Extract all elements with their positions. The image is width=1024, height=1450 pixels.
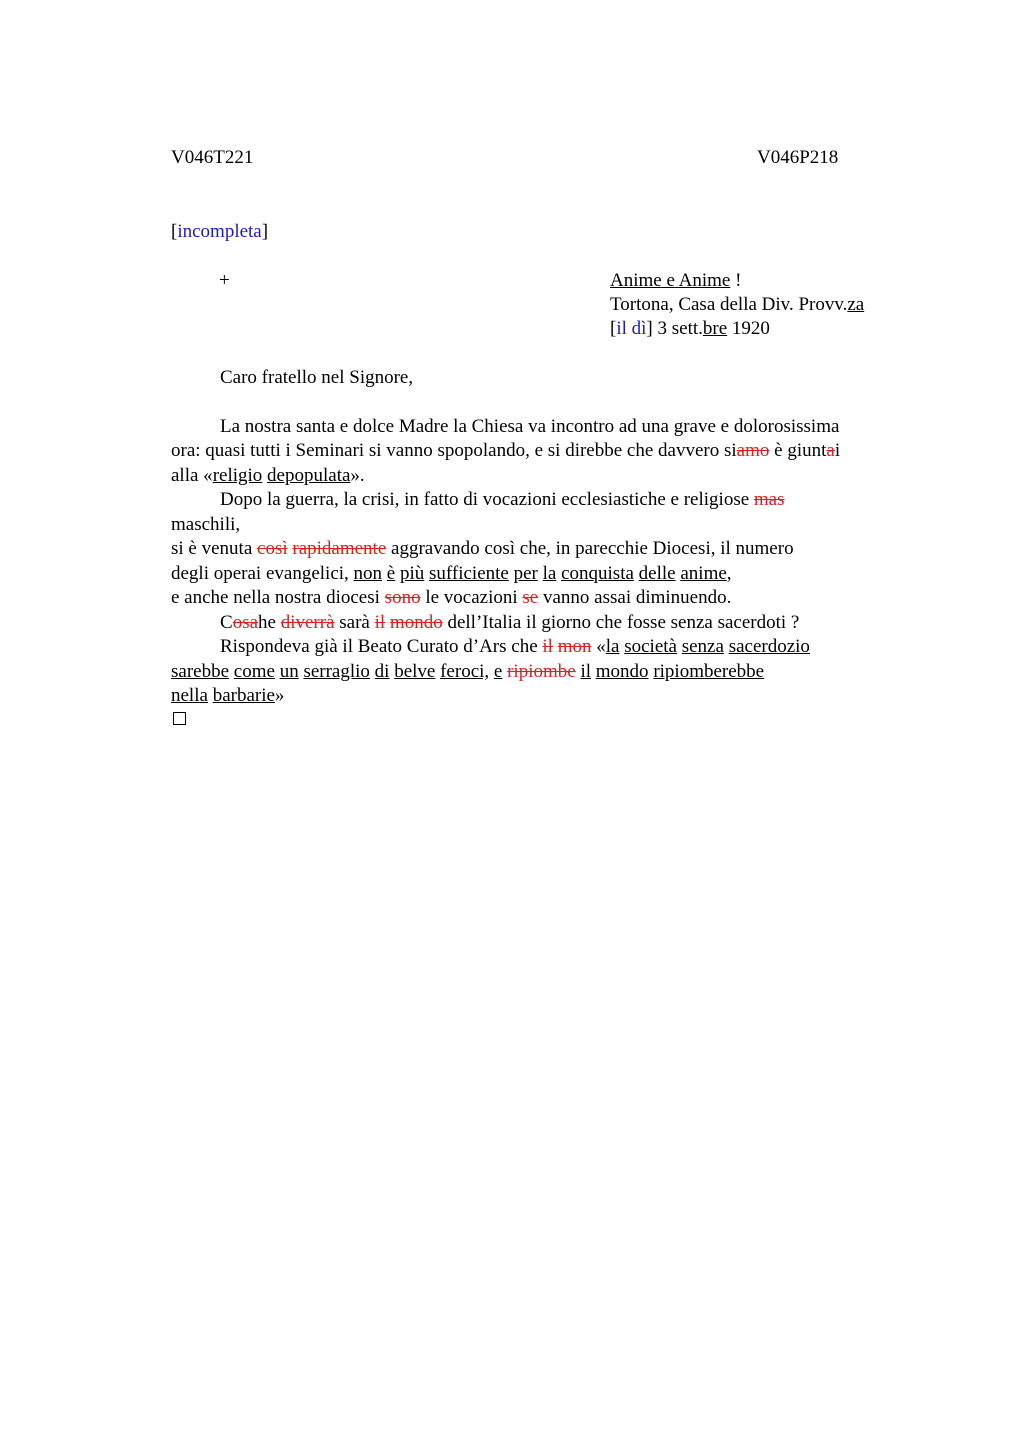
motto-exclamation: !	[730, 270, 742, 291]
body-line	[171, 685, 284, 707]
underlined-word: barbarie	[212, 685, 275, 706]
body-line	[171, 538, 794, 560]
deleted-text: sono	[384, 587, 421, 608]
deleted-text: mas	[753, 489, 785, 510]
document-code-left: V046T221	[171, 147, 254, 168]
place-superscript: za	[847, 294, 865, 315]
underlined-word: il	[580, 661, 592, 682]
text-run: Rispondeva già il Beato Curato d’Ars che	[220, 636, 543, 657]
text-run: le vocazioni	[420, 587, 523, 608]
underlined-word: sacerdozio	[728, 636, 810, 657]
deleted-text: rapidamente	[292, 538, 387, 559]
text-run: è giunt	[769, 440, 827, 461]
text-run: «	[591, 636, 606, 657]
text-run: »	[274, 685, 285, 706]
status-label: incompleta	[177, 221, 262, 242]
underlined-word: per	[513, 563, 538, 584]
body-line	[220, 636, 810, 658]
text-run: aggravando così che, in parecchie Diocesi, il numero	[386, 538, 794, 559]
deleted-text: mondo	[389, 612, 443, 633]
date-year: 1920	[727, 318, 770, 339]
salutation: Caro fratello nel Signore,	[220, 367, 414, 388]
deleted-text: il	[374, 612, 386, 633]
underlined-word: sufficiente	[429, 563, 509, 584]
text-run: degli operai evangelici,	[171, 563, 354, 584]
deleted-text: se	[522, 587, 539, 608]
underlined-word: religio	[212, 465, 263, 486]
underlined-word: feroci,	[440, 661, 490, 682]
underlined-word: serraglio	[303, 661, 370, 682]
text-run: vanno assai diminuendo.	[538, 587, 732, 608]
deleted-text: osa	[232, 612, 259, 633]
underlined-word: di	[374, 661, 390, 682]
underlined-word: società	[624, 636, 677, 657]
text-run: ,	[726, 563, 732, 584]
body-line	[171, 465, 365, 487]
date-editorial-insert: il dì	[616, 318, 647, 339]
text-run: sarà	[334, 612, 375, 633]
underlined-word: senza	[681, 636, 724, 657]
underlined-word: mondo	[595, 661, 649, 682]
body-line: La nostra santa e dolce Madre la Chiesa va incontro ad una grave e dolorosissima	[220, 416, 840, 437]
underlined-word: più	[399, 563, 425, 584]
text-run: ora: quasi tutti i Seminari si vanno spopolando, e si direbbe che davvero si	[171, 440, 737, 461]
end-marker-checkbox	[173, 712, 186, 725]
deleted-text: così	[257, 538, 288, 559]
body-line	[220, 489, 785, 511]
underlined-word: conquista	[561, 563, 634, 584]
underlined-word: sarebbe	[171, 661, 230, 682]
body-line	[171, 661, 764, 683]
underlined-word: la	[542, 563, 557, 584]
date-text: 3 sett.	[652, 318, 703, 339]
date-superscript: bre	[702, 318, 728, 339]
motto	[610, 270, 741, 292]
deleted-text: amo	[736, 440, 770, 461]
underlined-word: e	[493, 661, 503, 682]
deleted-text: il	[542, 636, 553, 657]
body-line	[171, 587, 731, 609]
underlined-word: non	[353, 563, 383, 584]
text-run: i	[834, 440, 841, 461]
underlined-word: un	[279, 661, 299, 682]
body-line	[171, 563, 732, 585]
underlined-word: delle	[638, 563, 676, 584]
text-run: alla «	[171, 465, 213, 486]
place-text: Tortona, Casa della Div. Provv.	[610, 294, 848, 315]
text-run: e anche nella nostra diocesi	[171, 587, 385, 608]
underlined-word: come	[233, 661, 275, 682]
place-line	[610, 294, 864, 316]
text-run: ».	[350, 465, 365, 486]
body-line: maschili,	[171, 514, 241, 535]
deleted-text: ripiombe	[507, 661, 576, 682]
motto-word: Anime	[610, 270, 662, 291]
date-bracket-open: [	[610, 318, 617, 339]
deleted-text: mon	[557, 636, 592, 657]
underlined-word: è	[386, 563, 396, 584]
underlined-word: ripiomberebbe	[653, 661, 765, 682]
underlined-word: depopulata	[267, 465, 351, 486]
date-bracket-close: ]	[646, 318, 653, 339]
text-run: C	[220, 612, 233, 633]
cross-mark: +	[219, 270, 230, 291]
underlined-word: belve	[394, 661, 436, 682]
deleted-text: diverrà	[280, 612, 335, 633]
motto-word: e	[666, 270, 675, 291]
date-line	[610, 318, 770, 340]
status-note	[171, 221, 268, 243]
text-run: dell’Italia il giorno che fosse senza sacerdoti ?	[442, 612, 800, 633]
document-code-right: V046P218	[757, 147, 839, 168]
text-run: Dopo la guerra, la crisi, in fatto di vocazioni ecclesiastiche e religiose	[220, 489, 754, 510]
body-line	[220, 612, 799, 634]
text-run: he	[258, 612, 281, 633]
bracket-open: [	[171, 221, 178, 242]
deleted-text: a	[826, 440, 835, 461]
text-run: si è venuta	[171, 538, 258, 559]
underlined-word: anime	[680, 563, 727, 584]
body-line	[171, 440, 840, 462]
underlined-word: nella	[171, 685, 208, 706]
underlined-word: la	[605, 636, 620, 657]
bracket-close: ]	[261, 221, 269, 242]
motto-word: Anime	[678, 270, 731, 291]
